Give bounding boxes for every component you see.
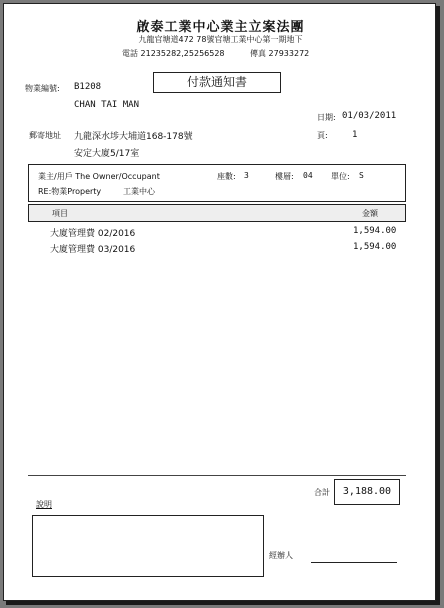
remarks-label: 說明 — [36, 500, 52, 509]
handler-signature-line — [311, 562, 397, 563]
date-value: 01/03/2011 — [342, 111, 397, 121]
table-row-1-amount: 1,594.00 — [353, 226, 397, 236]
total-value: 3,188.00 — [334, 479, 400, 505]
page-shadow-right — [436, 6, 440, 604]
unit-value: S — [359, 171, 364, 180]
page-number: 1 — [352, 130, 358, 140]
organization-phone: 電話 21235282,25256528 — [122, 49, 225, 58]
property-number-label: 物業編號: — [25, 84, 60, 93]
table-header-bar — [28, 204, 406, 222]
handler-label: 經辦人 — [269, 551, 293, 560]
date-label: 日期: — [317, 113, 336, 122]
block-value: 3 — [244, 171, 249, 180]
table-header-item: 項目 — [52, 209, 68, 218]
table-row-2-amount: 1,594.00 — [353, 242, 397, 252]
re-value: 工業中心 — [123, 187, 155, 196]
owner-name: CHAN TAI MAN — [74, 100, 140, 110]
organization-fax: 傳真 27933272 — [250, 49, 310, 58]
floor-value: 04 — [303, 171, 313, 180]
table-header-amount: 金額 — [362, 209, 378, 218]
total-divider — [28, 475, 406, 476]
invoice-page — [3, 3, 436, 601]
table-row-1-item: 大廈管理費 02/2016 — [50, 229, 136, 239]
block-label: 座數: — [217, 172, 236, 181]
document-title: 付款通知書 — [153, 72, 281, 93]
page-shadow-bottom — [6, 601, 440, 605]
unit-label: 單位: — [331, 172, 350, 181]
organization-name: 啟泰工業中心業主立案法團 — [136, 20, 305, 35]
address-line-1: 九龍深水埗大埔道168-178號 — [74, 132, 193, 142]
occupant-label: 業主/用戶 The Owner/Occupant — [38, 172, 160, 181]
page-label: 頁: — [317, 131, 328, 140]
total-label: 合計 — [314, 488, 330, 497]
mailing-address-label: 郵寄地址 — [29, 131, 61, 140]
address-line-2: 安定大廈5/17室 — [74, 149, 140, 159]
remarks-box — [32, 515, 264, 577]
organization-address: 九龍官塘道472 78號官塘工業中心第一期地下 — [138, 35, 303, 44]
re-label: RE:物業Property — [38, 187, 102, 196]
property-number: B1208 — [74, 82, 102, 92]
table-row-2-item: 大廈管理費 03/2016 — [50, 245, 136, 255]
floor-label: 樓層: — [275, 172, 294, 181]
